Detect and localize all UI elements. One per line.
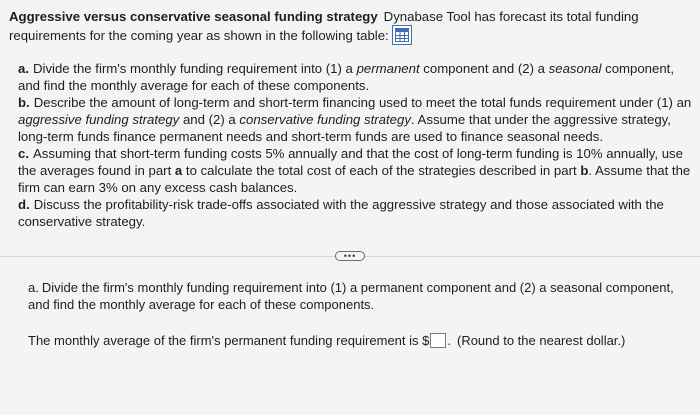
problem-part-4 xyxy=(18,196,693,230)
problem-part-text: Divide the firm's monthly funding requirement into (1) a xyxy=(33,61,357,76)
problem-part-text: conservative funding strategy xyxy=(239,112,411,127)
round-note: (Round to the nearest dollar.) xyxy=(456,333,626,348)
problem-parts-list xyxy=(18,60,693,230)
problem-part-text: component and (2) a xyxy=(419,61,549,76)
table-grid-icon[interactable] xyxy=(392,25,412,45)
answer-prompt-after: . xyxy=(447,333,451,348)
problem-part-text: and (2) a xyxy=(179,112,240,127)
problem-part-2 xyxy=(18,94,693,145)
problem-part-text: . Assume that under the aggressive strategy, long-term funds finance permanent needs and short-term funds are used to finance seasonal needs. xyxy=(18,112,671,144)
problem-intro-text: Dynabase Tool has forecast its total funding requirements for the coming year as shown in the following table: xyxy=(9,9,639,43)
ellipsis-icon: ••• xyxy=(343,251,357,261)
problem-part-text: seasonal xyxy=(548,61,602,76)
problem-part-text: a xyxy=(174,163,183,178)
problem-part-1 xyxy=(18,60,693,94)
problem-statement xyxy=(9,8,693,230)
problem-part-text: component, and find the monthly average for each of these components. xyxy=(18,61,675,93)
problem-part-text: Describe the amount of long-term and short-term financing used to meet the total funds requirement under (1) an xyxy=(33,95,692,110)
problem-part-text: b xyxy=(580,163,589,178)
answer-prompt-before: The monthly average of the firm's permanent funding requirement is $ xyxy=(28,333,430,348)
answer-question-letter: a. xyxy=(28,280,39,295)
problem-part-letter: d. xyxy=(18,197,30,212)
problem-part-3 xyxy=(18,145,693,196)
problem-part-text: aggressive funding strategy xyxy=(18,112,180,127)
problem-part-letter: b. xyxy=(18,95,30,110)
problem-title: Aggressive versus conservative seasonal funding strategy xyxy=(9,9,378,24)
problem-intro xyxy=(9,8,693,45)
problem-part-letter: c. xyxy=(18,146,29,161)
expand-more-button[interactable] xyxy=(335,251,365,261)
answer-section xyxy=(28,279,688,349)
problem-part-text: . Assume that the firm can earn 3% on any excess cash balances. xyxy=(18,163,691,195)
answer-question-text: Divide the firm's monthly funding requirement into (1) a permanent component and (2) a seasonal component, and find the monthly average for each of these components. xyxy=(28,280,674,312)
problem-part-text: Discuss the profitability-risk trade-offs associated with the aggressive strategy and those associated with the conservative strategy. xyxy=(18,197,664,229)
problem-part-text: permanent xyxy=(356,61,420,76)
answer-question xyxy=(28,279,688,313)
problem-part-text: to calculate the total cost of each of the strategies described in part xyxy=(182,163,581,178)
permanent-average-input[interactable] xyxy=(430,333,446,348)
problem-part-letter: a. xyxy=(18,61,29,76)
answer-prompt-line xyxy=(28,332,688,349)
problem-part-text: Assuming that short-term funding costs 5% annually and that the cost of long-term funding is 10% annually, use the averages found in part xyxy=(18,146,683,178)
